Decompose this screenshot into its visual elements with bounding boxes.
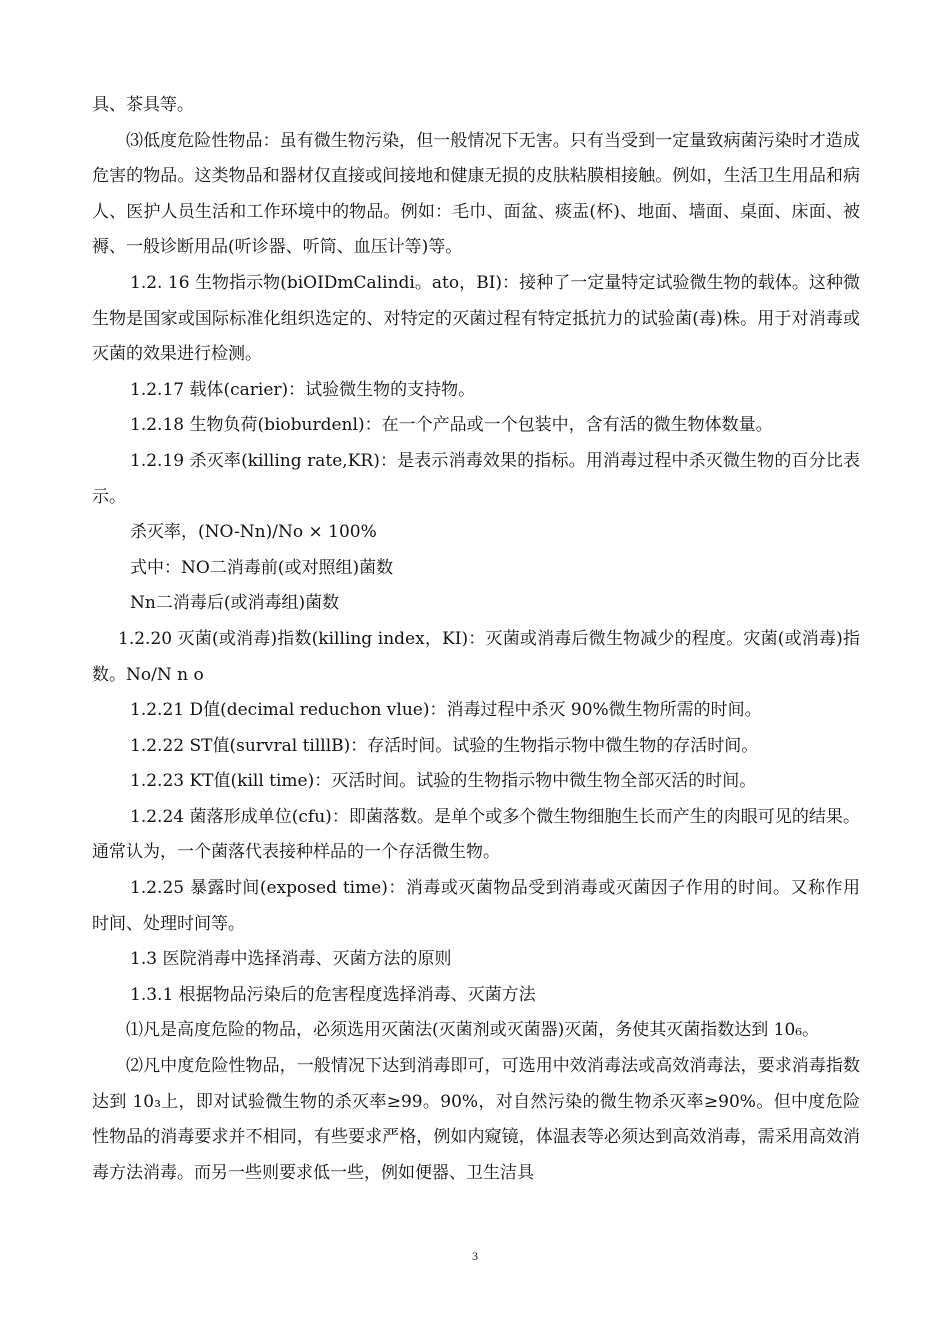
- formula-legend-nn: Nn二消毒后(或消毒组)菌数: [130, 593, 340, 614]
- paragraph-1-2-23: 1.2.23 KT值(kill time)：灭活时间。试验的生物指示物中微生物全部灭活的时间。: [130, 771, 757, 792]
- paragraph-1-2-16: 1.2. 16 生物指示物(biOIDmCalindi。ato，BI)：接种了一定量特定试验微生物的载体。这种微生物是国家或国际标准化组织选定的、对特定的灭菌过程有特定抵抗力的试验菌(毒)株。用于对消毒或灭菌的效果进行检测。: [92, 272, 860, 365]
- paragraph-1-2-20: 1.2.20 灭菌(或消毒)指数(killing index，KI)：灭菌或消毒后微生物减少的程度。灾菌(或消毒)指数。No/N n o: [92, 628, 860, 685]
- document-body: [92, 88, 860, 1191]
- paragraph-1-2-24: 1.2.24 菌落形成单位(cfu)：即菌落数。是单个或多个微生物细胞生长而产生的肉眼可见的结果。通常认为，一个菌落代表接种样品的一个存活微生物。: [92, 806, 860, 863]
- paragraph-1-2-19: 1.2.19 杀灭率(killing rate,KR)：是表示消毒效果的指标。用消毒过程中杀灭微生物的百分比表示。: [92, 450, 860, 507]
- paragraph-1-2-25: 1.2.25 暴露时间(exposed time)：消毒或灭菌物品受到消毒或灭菌因子作用的时间。又称作用时间、处理时间等。: [92, 878, 860, 934]
- paragraph-1-2-17: 1.2.17 载体(carier)：试验微生物的支持物。: [130, 379, 476, 400]
- paragraph-continuation: 具、茶具等。: [92, 95, 194, 115]
- paragraph-1-2-21: 1.2.21 D值(decimal reduchon vlue)：消毒过程中杀灭 90%微生物所需的时间。: [130, 700, 762, 721]
- formula-legend-no: 式中：NO二消毒前(或对照组)菌数: [130, 557, 394, 578]
- section-heading-1-3-1: 1.3.1 根据物品污染后的危害程度选择消毒、灭菌方法: [130, 984, 536, 1005]
- paragraph-medium-risk-items: ⑵凡中度危险性物品，一般情况下达到消毒即可，可选用中效消毒法或高效消毒法，要求消毒指数达到 10₃上，即对试验微生物的杀灭率≥99。90%，对自然污染的微生物杀灭率≥90%。但中度危险性物品的消毒要求并不相同，有些要求严格，例如内窥镜，体温表等必须达到高效消毒，需采用高效消毒方法消毒。而另一些则要求低一些，例如便器、卫生洁具: [92, 1056, 860, 1183]
- paragraph-high-risk-items: ⑴凡是高度危险的物品，必须选用灭菌法(灭菌剂或灭菌器)灭菌，务使其灭菌指数达到 10₆。: [126, 1020, 820, 1041]
- paragraph-low-risk-items: ⑶低度危险性物品：虽有微生物污染，但一般情况下无害。只有当受到一定量致病菌污染时才造成危害的物品。这类物品和器材仅直接或间接地和健康无损的皮肤粘膜相接触。例如，生活卫生用品和病人、医护人员生活和工作环境中的物品。例如：毛巾、面盆、痰盂(杯)、地面、墙面、桌面、床面、被褥、一般诊断用品(听诊器、听筒、血压计等)等。: [92, 130, 860, 258]
- paragraph-1-2-22: 1.2.22 ST值(survral tilllB)：存活时间。试验的生物指示物中微生物的存活时间。: [130, 735, 759, 756]
- section-heading-1-3: 1.3 医院消毒中选择消毒、灭菌方法的原则: [130, 949, 452, 970]
- paragraph-1-2-18: 1.2.18 生物负荷(bioburdenl)：在一个产品或一个包装中，含有活的微生物体数量。: [130, 415, 773, 436]
- page-number: 3: [472, 1249, 478, 1263]
- formula-kill-rate: 杀灭率，(NO-Nn)/No × 100%: [130, 522, 377, 543]
